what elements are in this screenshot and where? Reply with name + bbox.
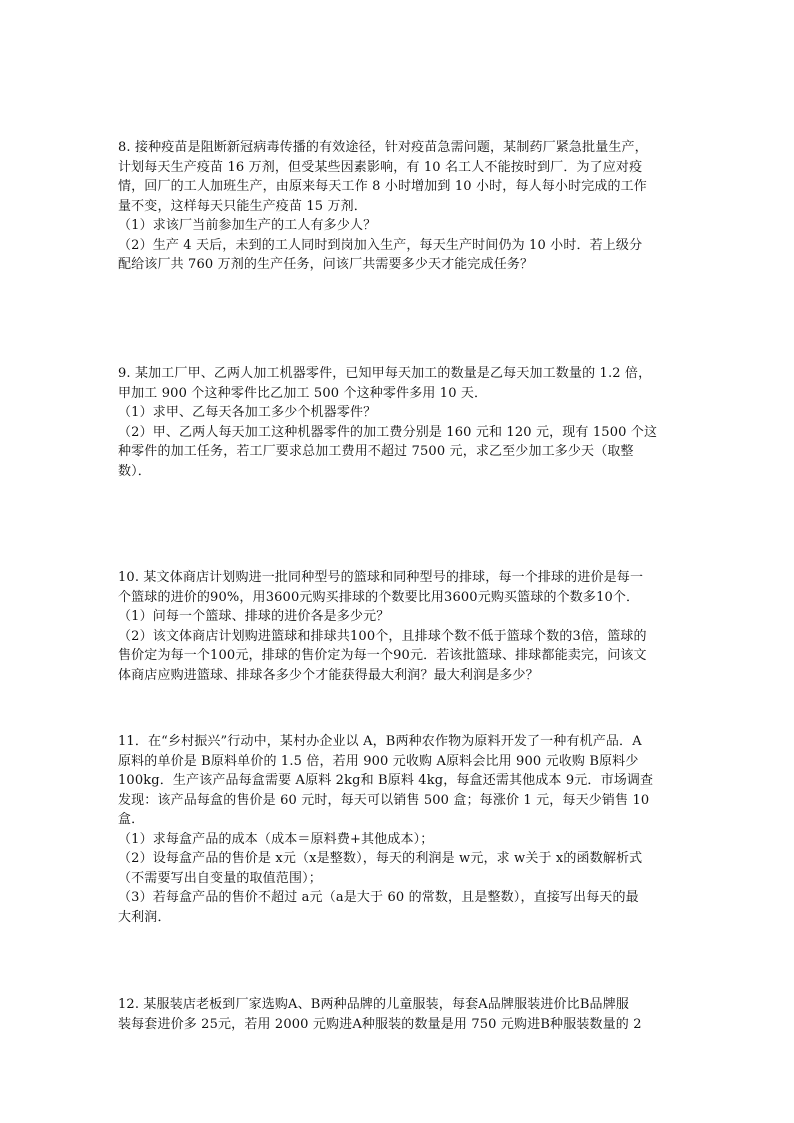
problem-line: 售价定为每一个100元，排球的售价定为每一个90元．若该批篮球、排球都能卖完，问该文 bbox=[118, 648, 647, 663]
problem-line: 原料的单价是 B原料单价的 1.5 倍，若用 900 元收购 A原料会比用 900 元收购 B原料少 bbox=[118, 753, 639, 769]
problem-line: 12. 某服装店老板到厂家选购A、B两种品牌的儿童服装，每套A品牌服装进价比B品牌服 bbox=[118, 997, 629, 1012]
problem-line: 大利润． bbox=[118, 909, 171, 925]
sub-question: （2）该文体商店计划购进篮球和排球共100个，且排球个数不低于篮球个数的3倍，篮球的 bbox=[118, 628, 647, 644]
sub-question: （2）甲、乙两人每天加工这种机器零件的加工费分别是 160 元和 120 元，现有 1500 个这 bbox=[118, 424, 658, 440]
sub-question: （2）设每盒产品的售价是 x元（x是整数），每天的利润是 w元，求 w关于 x的函数解析式 bbox=[118, 851, 643, 866]
problem-8 bbox=[118, 138, 678, 275]
problem-line: （不需要写出自变量的取值范围）； bbox=[118, 870, 322, 886]
problem-line: 计划每天生产疫苗 16 万剂，但受某些因素影响，有 10 名工人不能按时到厂．为了应对疫 bbox=[118, 159, 643, 175]
problem-line: 发现：该产品每盒的售价是 60 元时，每天可以销售 500 盒；每涨价 1 元，每天少销售 10 bbox=[118, 792, 650, 808]
problem-line: 10. 某文体商店计划购进一批同种型号的篮球和同种型号的排球，每一个排球的进价是每一 bbox=[118, 570, 644, 585]
problem-11 bbox=[118, 732, 678, 927]
problem-10 bbox=[118, 568, 678, 685]
problem-line: 体商店应购进篮球、排球各多少个才能获得最大利润？最大利润是多少？ bbox=[118, 667, 539, 683]
problem-line: 数）． bbox=[118, 463, 151, 479]
problem-9 bbox=[118, 364, 678, 481]
problem-line: 装每套进价多 25元，若用 2000 元购进A种服装的数量是用 750 元购进B种服装数量的 2 bbox=[118, 1016, 642, 1032]
problem-line: 情，回厂的工人加班生产，由原来每天工作 8 小时增加到 10 小时，每人每小时完成的工作 bbox=[118, 179, 647, 194]
problem-line: 11．在“乡村振兴”行动中，某村办企业以 A，B两种农作物为原料开发了一种有机产品．A bbox=[118, 734, 642, 749]
problem-12 bbox=[118, 995, 678, 1034]
sub-question: （3）若每盒产品的售价不超过 a元（a是大于 60 的常数，且是整数），直接写出每天的最 bbox=[118, 890, 639, 905]
problem-line: 量不变，这样每天只能生产疫苗 15 万剂． bbox=[118, 198, 367, 214]
problem-line: 甲加工 900 个这种零件比乙加工 500 个这种零件多用 10 天． bbox=[118, 385, 488, 401]
problem-line: 种零件的加工任务，若工厂要求总加工费用不超过 7500 元，求乙至少加工多少天（取整 bbox=[118, 444, 634, 459]
sub-question: （1）求该厂当前参加生产的工人有多少人？ bbox=[118, 218, 377, 233]
sub-question: （1）求每盒产品的成本（成本＝原料费+其他成本）； bbox=[118, 831, 434, 847]
sub-question: （1）问每一个篮球、排球的进价各是多少元？ bbox=[118, 609, 390, 624]
sub-question: （2）生产 4 天后，未到的工人同时到岗加入生产，每天生产时间仍为 10 小时．若上级分 bbox=[118, 237, 643, 253]
sub-question: （1）求甲、乙每天各加工多少个机器零件？ bbox=[118, 405, 377, 420]
problem-line: 9. 某加工厂甲、乙两人加工机器零件，已知甲每天加工的数量是乙每天加工数量的 1.2 倍， bbox=[118, 366, 652, 381]
problem-line: 盒． bbox=[118, 812, 145, 827]
problem-line: 8. 接种疫苗是阻断新冠病毒传播的有效途径，针对疫苗急需问题，某制药厂紧急批量生产， bbox=[118, 140, 648, 155]
problem-line: 个篮球的进价的90%，用3600元购买排球的个数要比用3600元购买篮球的个数多10个． bbox=[118, 589, 640, 605]
problem-line: 配给该厂共 760 万剂的生产任务，问该厂共需要多少天才能完成任务？ bbox=[118, 257, 534, 272]
problem-line: 100kg．生产该产品每盒需要 A原料 2kg和 B原料 4kg，每盒还需其他成本 9元．市场调查 bbox=[118, 773, 654, 788]
